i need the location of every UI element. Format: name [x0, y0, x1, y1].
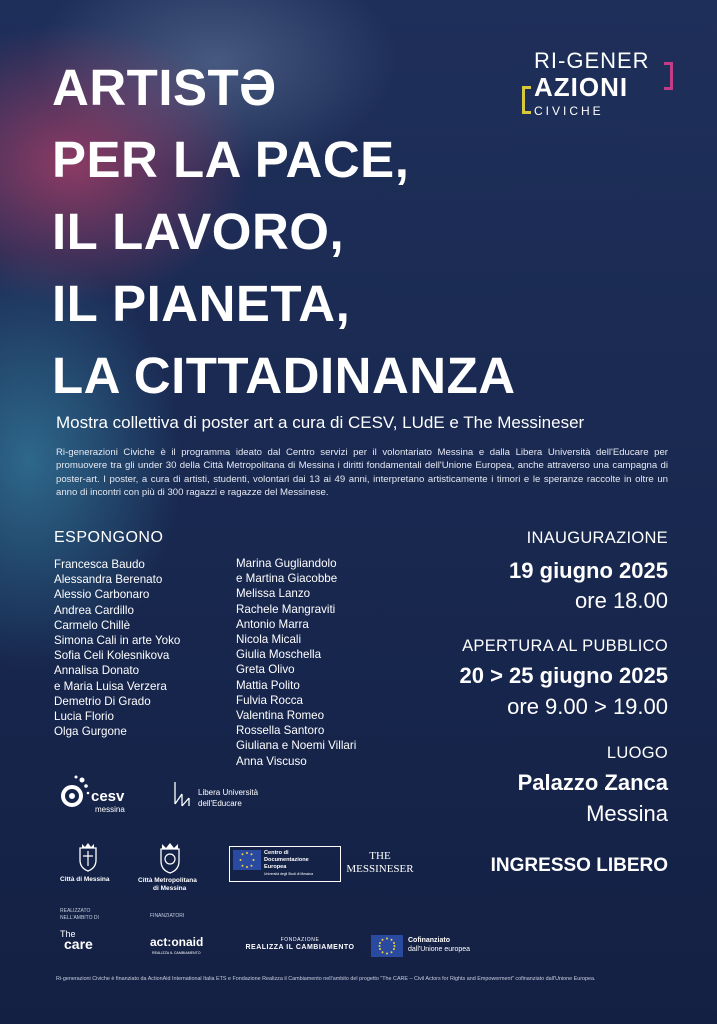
- cde-line-4: Università degli Studi di Messina: [264, 872, 313, 876]
- artist-name: Rachele Mangraviti: [236, 602, 336, 616]
- cesv-sub: messina: [95, 805, 125, 814]
- artist-name: Sofia Celi Kolesnikova: [54, 649, 170, 663]
- apertura-time: ore 9.00 > 19.00: [507, 694, 668, 719]
- realizzato-line-1: REALIZZATO: [60, 908, 91, 914]
- eu-line-2: dall'Unione europea: [408, 946, 471, 953]
- artist-name: Carmelo Chillè: [54, 618, 131, 632]
- artist-name: e Martina Giacobbe: [236, 572, 338, 586]
- title-line: PER LA PACE,: [52, 131, 410, 188]
- bracket-left-icon: [522, 86, 531, 114]
- artist-name: Valentina Romeo: [236, 709, 325, 723]
- lude-logo-icon: [172, 780, 192, 808]
- metro-crest-icon: [157, 842, 183, 874]
- finanziatori-label: FINANZIATORI: [150, 913, 185, 919]
- bracket-right-icon: [664, 62, 673, 90]
- artist-name: Giuliana e Noemi Villari: [236, 739, 357, 753]
- metro-line-2: di Messina: [153, 885, 187, 892]
- the-care-logo: [60, 929, 110, 955]
- inaugurazione-time: ore 18.00: [575, 588, 668, 613]
- artist-name: Rossella Santoro: [236, 724, 325, 738]
- artist-name: Annalisa Donato: [54, 664, 140, 678]
- artist-name: Nicola Micali: [236, 633, 302, 647]
- artist-name: e Maria Luisa Verzera: [54, 679, 167, 693]
- the-care-line-2: care: [64, 936, 93, 952]
- lude-line-2: dell'Educare: [198, 799, 242, 808]
- fondazione-line-1: FONDAZIONE: [280, 937, 320, 943]
- title-line: IL LAVORO,: [52, 203, 345, 260]
- lude-logo: [172, 780, 282, 810]
- footer-note: Ri-generazioni Civiche è finanziato da ActionAid International Italia ETS e Fondazione Realizza il Cambiamento nell'ambito del progetto "The CARE – Civil Actors for Rights and Empowerment" cofinanziato dall'Unione Europea.: [56, 976, 596, 982]
- artist-name: Marina Gugliandolo: [236, 557, 337, 570]
- messineser-line-2: MESSINESER: [346, 863, 414, 875]
- artist-name: Greta Olivo: [236, 663, 295, 677]
- intro-paragraph: Ri-generazioni Civiche è il programma ideato dal Centro servizi per il volontariato Messina e dalla Libera Università dell'Educare per promuovere tra gli under 30 della Città Metropolitana di Messina i diritti fondamentali dell'Unione Europea, anche attraverso una campagna di poster-art. I poster, a cura di artisti, studenti, volontari dai 13 ai 49 anni, interpretano artisticamente i timori e le speranze raccolte in oltre un anno di incontri con più di 300 ragazzi e ragazze del Messinese.: [56, 447, 668, 499]
- fondazione-line-2: REALIZZA IL CAMBIAMENTO: [245, 944, 355, 951]
- lude-line-1: Libera Università: [198, 788, 259, 797]
- cesv-logo-icon: [58, 774, 90, 810]
- eu-cofinanziato-logo: [371, 934, 491, 958]
- cde-line-3: Europea: [264, 864, 287, 870]
- artist-name: Alessandra Berenato: [54, 573, 163, 587]
- eu-flag-icon: [233, 850, 261, 870]
- luogo-label: LUOGO: [606, 744, 668, 762]
- messineser-logo: [342, 851, 418, 879]
- luogo-city: Messina: [586, 801, 668, 826]
- artist-name: Olga Gurgone: [54, 725, 127, 739]
- realizzato-label: [60, 908, 99, 921]
- messineser-line-1: THE: [369, 850, 391, 862]
- actionaid-sub: REALIZZA IL CAMBIAMENTO: [152, 951, 201, 955]
- brand-line-3: CIVICHE: [534, 104, 604, 118]
- ingresso-libero: INGRESSO LIBERO: [490, 855, 668, 876]
- artist-name: Melissa Lanzo: [236, 587, 311, 601]
- inaugurazione-date: 19 giugno 2025: [509, 558, 668, 583]
- artist-name: Andrea Cardillo: [54, 603, 134, 617]
- artist-name: Demetrio Di Grado: [54, 694, 151, 708]
- inaugurazione-label: INAUGURAZIONE: [526, 529, 668, 547]
- fondazione-logo: [243, 937, 357, 957]
- cde-logo: [229, 846, 341, 882]
- brand-line-2: AZIONI: [534, 72, 629, 102]
- artist-name: Lucia Florio: [54, 710, 114, 724]
- citta-messina-logo: [58, 842, 118, 886]
- title-line: LA CITTADINANZA: [52, 347, 516, 404]
- title-line: ARTISTƏ: [52, 59, 277, 116]
- poster-title: [52, 52, 516, 412]
- luogo-place: Palazzo Zanca: [517, 770, 668, 795]
- actionaid-logo: [150, 935, 230, 961]
- the-care-line-1: The: [60, 929, 76, 939]
- title-line: IL PIANETA,: [52, 275, 351, 332]
- citta-messina-label: Città di Messina: [60, 876, 110, 883]
- espongono-heading: ESPONGONO: [54, 529, 164, 546]
- artist-name: Simona Cali in arte Yoko: [54, 634, 181, 648]
- realizzato-line-2: NELL'AMBITO DI: [60, 914, 99, 921]
- apertura-label: APERTURA AL PUBBLICO: [462, 637, 668, 655]
- apertura-dates: 20 > 25 giugno 2025: [459, 663, 668, 688]
- cde-line-2: Documentazione: [264, 857, 309, 863]
- cesv-label: cesv: [91, 788, 125, 805]
- artists-column-1: [54, 557, 180, 739]
- artist-name: Fulvia Rocca: [236, 693, 304, 707]
- eu-flag-icon: [371, 935, 403, 957]
- artist-name: Giulia Moschella: [236, 648, 322, 662]
- metro-line-1: Città Metropolitana: [138, 877, 197, 884]
- artist-name: Francesca Baudo: [54, 558, 145, 571]
- eu-line-1: Cofinanziato: [408, 937, 450, 944]
- brand-line-1: RI-GENER: [534, 48, 650, 73]
- artist-name: Alessio Carbonaro: [54, 588, 150, 602]
- subtitle: Mostra collettiva di poster art a cura di CESV, LUdE e The Messineser: [56, 413, 585, 432]
- actionaid-label: act:onaid: [150, 935, 204, 949]
- messina-crest-icon: [76, 842, 100, 872]
- cesv-logo: [58, 774, 138, 820]
- metro-messina-logo: [136, 842, 206, 892]
- artist-name: Anna Viscuso: [236, 754, 307, 768]
- artist-name: Antonio Marra: [236, 617, 309, 631]
- ri-generazioni-logo: [518, 48, 678, 118]
- artists-column-2: [236, 556, 356, 769]
- cde-line-1: Centro di: [264, 850, 289, 856]
- artist-name: Mattia Polito: [236, 678, 300, 692]
